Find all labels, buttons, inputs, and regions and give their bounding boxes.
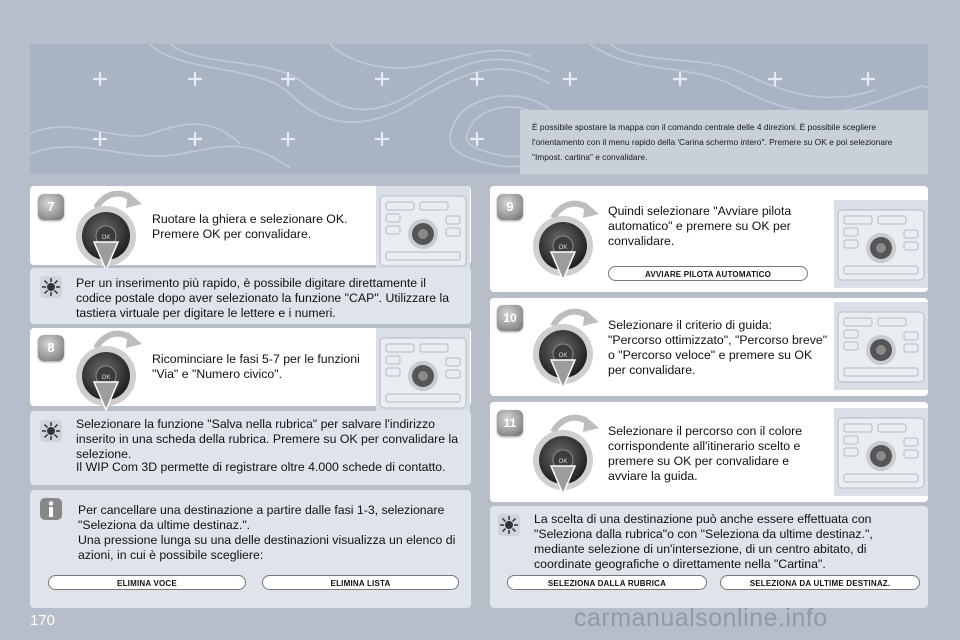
tip-scelta-text: La scelta di una destinazione può anche essere effettuata con "Seleziona dalla rubrica"o con "Seleziona da ultime destinaz.", mediante selezione di un'intersezione, di un centro abitato, di coordinate geografiche o direttamente nella "Cartina". bbox=[534, 512, 873, 571]
elimina-voce-button[interactable]: ELIMINA VOCE bbox=[48, 575, 246, 590]
info-cancel-text-1: Per cancellare una destinazione a partire dalle fasi 1-3, selezionare "Seleziona da ultime destinaz.". bbox=[78, 503, 445, 532]
tip-cap-text: Per un inserimento più rapido, è possibile digitare direttamente il codice postale dopo aver selezionato la funzione "CAP". Utilizzare la tastiera virtuale per digitare le lettere e i numeri. bbox=[76, 276, 450, 320]
step-number-11: 11 bbox=[497, 410, 523, 436]
radio-unit-thumbnail bbox=[834, 200, 928, 288]
tip-sun-icon bbox=[40, 420, 62, 442]
step-number-7: 7 bbox=[38, 194, 64, 220]
elimina-lista-button[interactable]: ELIMINA LISTA bbox=[262, 575, 459, 590]
tip-rubrica-text-2: Il WIP Com 3D permette di registrare oltre 4.000 schede di contatto. bbox=[76, 460, 446, 474]
step-7-text: Ruotare la ghiera e selezionare OK. Premere OK per convalidare. bbox=[152, 212, 348, 241]
svg-text:OK: OK bbox=[558, 245, 568, 251]
rotary-dial-icon bbox=[70, 326, 150, 412]
watermark: carmanualsonline.info bbox=[574, 604, 828, 632]
step-number-8: 8 bbox=[38, 335, 64, 361]
step-11-text: Selezionare il percorso con il colore corrispondente all'itinerario scelto e premere su OK per convalidare e avviare la guida. bbox=[608, 424, 803, 483]
step-8-text: Ricominciare le fasi 5-7 per le funzioni "Via" e "Numero civico". bbox=[152, 352, 360, 381]
seleziona-dalla-rubrica-button[interactable]: SELEZIONA DALLA RUBRICA bbox=[507, 575, 707, 590]
svg-text:OK: OK bbox=[101, 375, 111, 381]
step-number-9: 9 bbox=[497, 194, 523, 220]
step-10-text: Selezionare il criterio di guida: "Percorso ottimizzato", "Percorso breve" o "Percorso veloce" e premere su OK per convalidare. bbox=[608, 318, 828, 377]
rotary-dial-icon bbox=[527, 196, 607, 282]
info-cancel-text-2: Una pressione lunga su una delle destinazioni visualizza un elenco di azioni, in cui è possibile scegliere: bbox=[78, 533, 456, 562]
tip-sun-icon bbox=[40, 276, 62, 298]
avviare-pilota-automatico-button[interactable]: AVVIARE PILOTA AUTOMATICO bbox=[608, 266, 808, 281]
info-icon bbox=[40, 498, 62, 520]
step-9-text: Quindi selezionare "Avviare pilota automatico" e premere su OK per convalidare. bbox=[608, 204, 792, 248]
radio-unit-thumbnail bbox=[376, 328, 470, 416]
step-number-10: 10 bbox=[497, 305, 523, 331]
radio-unit-thumbnail bbox=[834, 408, 928, 496]
tip-sun-icon bbox=[498, 514, 520, 536]
svg-text:OK: OK bbox=[558, 353, 568, 359]
radio-unit-thumbnail bbox=[376, 186, 470, 274]
seleziona-da-ultime-destinaz-button[interactable]: SELEZIONA DA ULTIME DESTINAZ. bbox=[720, 575, 920, 590]
rotary-dial-icon bbox=[527, 410, 607, 496]
map-illustration bbox=[30, 44, 928, 174]
tip-rubrica-text-1: Selezionare la funzione "Salva nella rubrica" per salvare l'indirizzo inserito in una scheda della rubrica. Premere su OK per convalidare la selezione. bbox=[76, 417, 459, 461]
svg-text:OK: OK bbox=[558, 459, 568, 465]
page-number: 170 bbox=[30, 612, 56, 629]
svg-text:OK: OK bbox=[101, 235, 111, 241]
rotary-dial-icon bbox=[70, 186, 150, 272]
radio-unit-thumbnail bbox=[834, 302, 928, 390]
rotary-dial-icon bbox=[527, 304, 607, 390]
map-note: È possibile spostare la mappa con il comando centrale delle 4 direzioni. È possibile scegliere l'orientamento con il menu rapido della 'Carina schermo intero". Premere su OK e poi selezionare "Impost. cartina" e convalidare. bbox=[520, 110, 928, 174]
